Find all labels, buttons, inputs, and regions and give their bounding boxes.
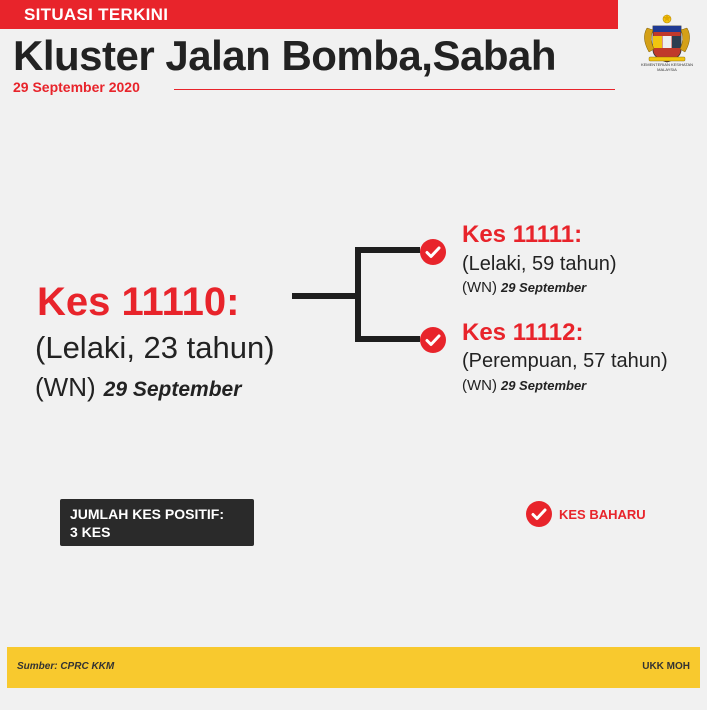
linked-case-date: 29 September: [500, 378, 587, 393]
banner: SITUASI TERKINI: [0, 0, 618, 29]
source-case-detail: (Lelaki, 23 tahun): [35, 330, 275, 365]
source-case-nationality: (WN): [35, 372, 96, 402]
report-date: 29 September 2020: [13, 79, 140, 95]
linked-case-nationality: (WN): [462, 279, 497, 296]
linked-case-nationality: (WN): [462, 377, 497, 394]
credit-note: UKK MOH: [642, 661, 690, 672]
total-cases-box: [60, 499, 254, 546]
footer-bar: [7, 647, 700, 688]
linked-case-detail: (Lelaki, 59 tahun): [462, 253, 617, 275]
source-note: Sumber: CPRC KKM: [17, 661, 115, 672]
check-circle-icon: [526, 501, 552, 527]
total-cases-label: JUMLAH KES POSITIF:: [70, 506, 225, 522]
linked-case-meta: [462, 377, 586, 394]
source-case-meta: [35, 372, 241, 403]
linked-case-meta: [462, 279, 586, 296]
linked-case-id: Kes 11112:: [462, 319, 584, 346]
legend-new-case-label: KES BAHARU: [559, 506, 646, 522]
ministry-caption: KEMENTERIAN KESIHATAN MALAYSIA: [640, 62, 694, 72]
check-circle-icon: [420, 327, 446, 353]
page-title: Kluster Jalan Bomba,Sabah: [13, 32, 556, 79]
linked-case-date: 29 September: [500, 280, 587, 295]
total-cases-value: 3 KES: [70, 524, 111, 540]
legend: [526, 501, 646, 527]
linked-case-id: Kes 11111:: [462, 221, 583, 248]
source-case-date: 29 September: [103, 378, 242, 401]
check-circle-icon: [420, 239, 446, 265]
linked-case-detail: (Perempuan, 57 tahun): [462, 350, 668, 372]
source-case-id: Kes 11110:: [37, 280, 240, 324]
